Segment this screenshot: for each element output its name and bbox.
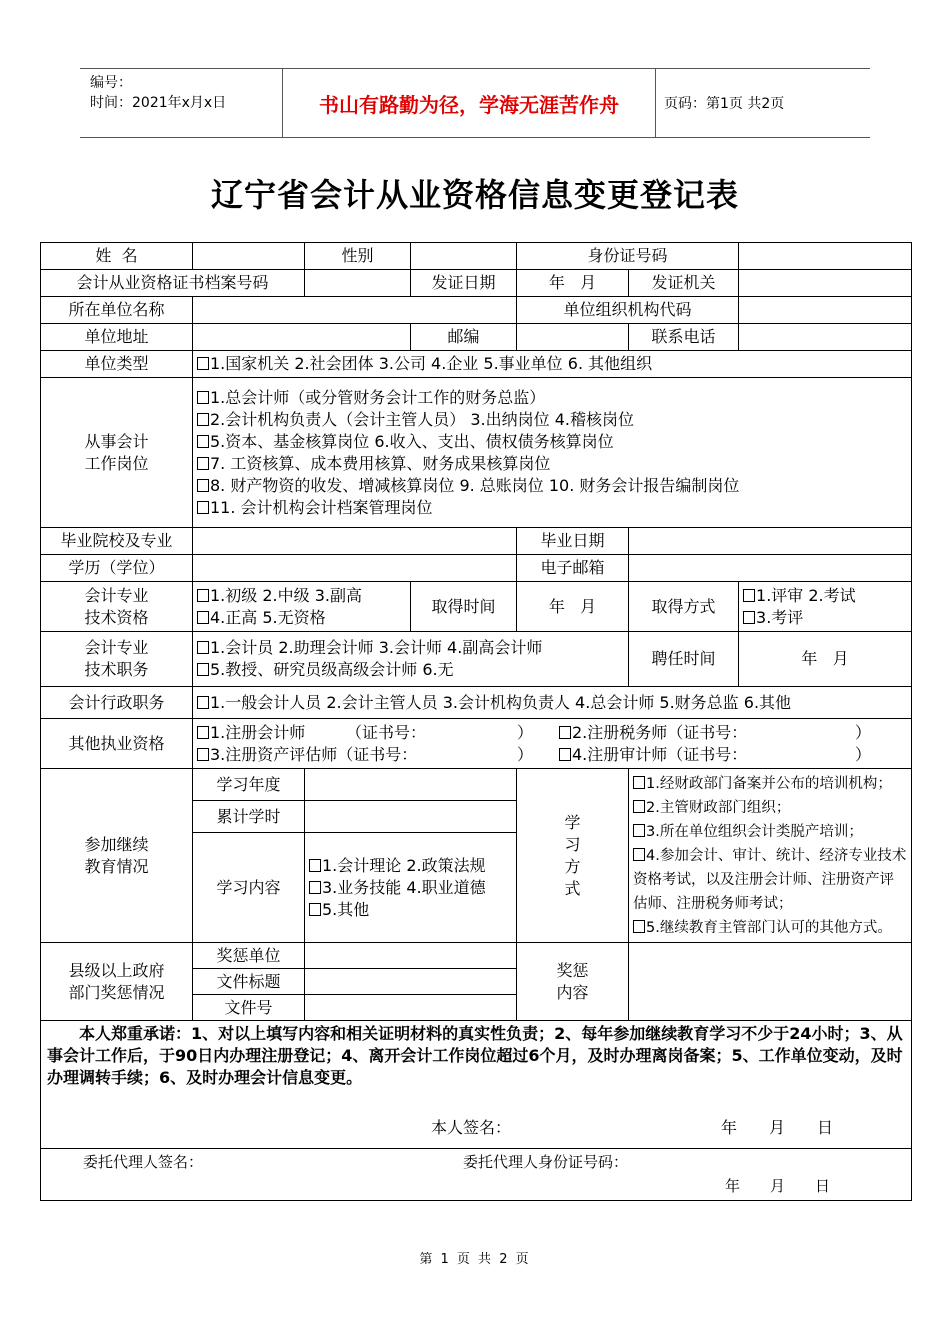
job-post-text: 1.总会计师（或分管财务会计工作的财务总监） [210, 387, 546, 407]
other-qual-text: 2.注册税务师（证书号： [572, 722, 748, 742]
doc-no-field[interactable] [305, 995, 517, 1021]
tech-qual-label [41, 582, 193, 632]
header-meta [80, 69, 282, 137]
job-post-options[interactable] [193, 378, 912, 528]
checkbox-icon[interactable] [197, 435, 209, 448]
issue-date-label: 发证日期 [411, 270, 517, 297]
admin-post-text: 1.一般会计人员 2.会计主管人员 3.会计机构负责人 4.总会计师 5.财务总监 6.其他 [210, 692, 792, 712]
number-label: 编号： [90, 75, 132, 91]
appoint-time-field[interactable]: 年 月 [739, 632, 912, 687]
study-way-char: 学 [564, 812, 581, 832]
checkbox-icon[interactable] [743, 611, 755, 624]
doc-no-label: 文件号 [193, 995, 305, 1021]
agent-signature-label: 委托代理人签名： [83, 1153, 204, 1171]
study-year-field[interactable] [305, 769, 517, 801]
other-qual-text: 1.注册会计师 （证书号： [210, 722, 426, 742]
other-qual-label: 其他执业资格 [41, 719, 193, 769]
cert-archive-label: 会计从业资格证书档案号码 [41, 270, 305, 297]
email-label: 电子邮箱 [517, 555, 629, 582]
education-label: 学历（学位） [41, 555, 193, 582]
award-label-line1: 县级以上政府 [68, 960, 165, 980]
checkbox-icon[interactable] [309, 881, 321, 894]
award-label [41, 943, 193, 1021]
study-way-label [517, 769, 629, 943]
study-way-text: 2.主管财政部门组织； [646, 799, 791, 816]
other-qual-options[interactable] [193, 719, 912, 769]
study-content-text: 5.其他 [322, 899, 370, 919]
admin-post-options[interactable] [193, 687, 912, 719]
pledge-section [41, 1021, 912, 1149]
email-field[interactable] [629, 555, 912, 582]
grad-date-field[interactable] [629, 528, 912, 555]
other-qual-close: ） [517, 722, 534, 742]
checkbox-icon[interactable] [197, 696, 209, 709]
job-post-text: 8. 财产物资的收发、增减核算岗位 9. 总账岗位 10. 财务会计报告编制岗位 [210, 475, 740, 495]
total-hours-field[interactable] [305, 801, 517, 833]
job-post-label [41, 378, 193, 528]
job-post-text: 11. 会计机构会计档案管理岗位 [210, 497, 433, 517]
obtain-time-label: 取得时间 [411, 582, 517, 632]
checkbox-icon[interactable] [197, 413, 209, 426]
tech-title-text: 1.会计员 2.助理会计师 3.会计师 4.副高会计师 [210, 638, 543, 657]
document-title: 辽宁省会计从业资格信息变更登记表 [210, 176, 739, 214]
school-label: 毕业院校及专业 [41, 528, 193, 555]
checkbox-icon[interactable] [559, 748, 571, 761]
education-field[interactable] [193, 555, 517, 582]
award-label-line2: 部门奖惩情况 [68, 982, 165, 1002]
unit-address-label: 单位地址 [41, 324, 193, 351]
job-post-option[interactable] [197, 431, 907, 453]
checkbox-icon[interactable] [633, 776, 645, 789]
grad-date-label: 毕业日期 [517, 528, 629, 555]
award-content-field[interactable] [629, 943, 912, 1021]
checkbox-icon[interactable] [197, 357, 209, 370]
header-motto: 书山有路勤为径，学海无涯苦作舟 [282, 69, 656, 137]
award-unit-label: 奖惩单位 [193, 943, 305, 969]
checkbox-icon[interactable] [633, 824, 645, 837]
pledge-date[interactable]: 年 月 日 [721, 1118, 834, 1137]
other-qual-text: 4.注册审计师（证书号： [572, 744, 748, 764]
checkbox-icon[interactable] [197, 663, 209, 676]
phone-label: 联系电话 [629, 324, 739, 351]
job-post-option[interactable] [197, 409, 907, 431]
page-header [80, 68, 870, 138]
unit-name-label: 所在单位名称 [41, 297, 193, 324]
other-qual-text: 3.注册资产评估师（证书号： [210, 744, 418, 764]
name-field[interactable] [193, 243, 305, 270]
checkbox-icon[interactable] [197, 641, 209, 654]
unit-address-field[interactable] [193, 324, 411, 351]
gender-field[interactable] [411, 243, 517, 270]
award-content-label [517, 943, 629, 1021]
checkbox-icon[interactable] [743, 589, 755, 602]
obtain-way-label: 取得方式 [629, 582, 739, 632]
tech-qual-text: 4.正高 5.无资格 [210, 607, 326, 627]
checkbox-icon[interactable] [633, 800, 645, 813]
tech-qual-options[interactable] [193, 582, 411, 632]
checkbox-icon[interactable] [309, 903, 321, 916]
job-post-option[interactable] [197, 497, 907, 519]
checkbox-icon[interactable] [197, 457, 209, 470]
tech-qual-label-line2: 技术资格 [84, 607, 149, 627]
cont-edu-label-line2: 教育情况 [84, 856, 149, 876]
admin-post-label: 会计行政职务 [41, 687, 193, 719]
tech-title-label-line1: 会计专业 [84, 638, 149, 657]
id-number-label: 身份证号码 [517, 243, 739, 270]
job-post-text: 7. 工资核算、成本费用核算、财务成果核算岗位 [210, 453, 551, 473]
issuer-field[interactable] [739, 270, 912, 297]
job-post-text: 5.资本、基金核算岗位 6.收入、支出、债权债务核算岗位 [210, 431, 614, 451]
unit-name-field[interactable] [193, 297, 517, 324]
gender-label: 性别 [305, 243, 411, 270]
unit-type-text: 1.国家机关 2.社会团体 3.公司 4.企业 5.事业单位 6. 其他组织 [210, 354, 653, 373]
name-label: 姓 名 [41, 243, 193, 270]
school-field[interactable] [193, 528, 517, 555]
study-content-text: 3.业务技能 4.职业道德 [322, 877, 486, 897]
award-unit-field[interactable] [305, 943, 517, 969]
job-post-text: 2.会计机构负责人（会计主管人员） 3.出纳岗位 4.稽核岗位 [210, 409, 634, 429]
issue-date-field[interactable]: 年 月 [517, 270, 629, 297]
time-label: 时间：2021年x月x日 [90, 95, 227, 111]
checkbox-icon[interactable] [197, 611, 209, 624]
agent-id-label: 委托代理人身份证号码： [463, 1153, 629, 1171]
unit-type-label: 单位类型 [41, 351, 193, 378]
tech-title-label [41, 632, 193, 687]
checkbox-icon[interactable] [197, 589, 209, 602]
study-way-text: 4.参加会计、审计、统计、经济专业技术资格考试，以及注册会计师、注册资产评估师、注册税务师考试； [633, 847, 907, 912]
study-year-label: 学习年度 [193, 769, 305, 801]
appoint-time-label: 聘任时间 [629, 632, 739, 687]
obtain-way-options[interactable] [739, 582, 912, 632]
award-content-label-line2: 内容 [556, 982, 589, 1002]
registration-form [40, 242, 912, 1201]
id-number-field[interactable] [739, 243, 912, 270]
obtain-way-text: 1.评审 2.考试 [756, 585, 856, 605]
checkbox-icon[interactable] [197, 479, 209, 492]
postcode-label: 邮编 [411, 324, 517, 351]
checkbox-icon[interactable] [633, 848, 645, 861]
agent-section [41, 1149, 912, 1201]
org-code-field[interactable] [739, 297, 912, 324]
page-footer: 第 1 页 共 2 页 [419, 1252, 531, 1267]
job-post-label-line2: 工作岗位 [84, 453, 149, 473]
other-qual-close: ） [517, 744, 534, 764]
issuer-label: 发证机关 [629, 270, 739, 297]
signature-label: 本人签名： [431, 1118, 512, 1137]
tech-title-options[interactable] [193, 632, 629, 687]
total-hours-label: 累计学时 [193, 801, 305, 833]
study-way-text: 1.经财政部门备案并公布的培训机构； [646, 775, 892, 792]
study-way-char: 方 [564, 856, 581, 876]
phone-field[interactable] [739, 324, 912, 351]
cont-edu-label [41, 769, 193, 943]
tech-qual-label-line1: 会计专业 [84, 585, 149, 605]
study-content-text: 1.会计理论 2.政策法规 [322, 855, 486, 875]
doc-title-field[interactable] [305, 969, 517, 995]
study-way-char: 式 [564, 878, 581, 898]
job-post-option[interactable] [197, 475, 907, 497]
checkbox-icon[interactable] [197, 726, 209, 739]
checkbox-icon[interactable] [559, 726, 571, 739]
cont-edu-label-line1: 参加继续 [84, 834, 149, 854]
cert-archive-field[interactable] [305, 270, 411, 297]
tech-qual-text: 1.初级 2.中级 3.副高 [210, 585, 362, 605]
tech-title-label-line2: 技术职务 [84, 660, 149, 679]
job-post-label-line1: 从事会计 [84, 431, 149, 451]
job-post-option[interactable] [197, 387, 907, 409]
postcode-field[interactable] [517, 324, 629, 351]
checkbox-icon[interactable] [633, 920, 645, 933]
tech-title-text: 5.教授、研究员级高级会计师 6.无 [210, 660, 454, 679]
study-way-options[interactable] [629, 769, 912, 943]
unit-type-options[interactable] [193, 351, 912, 378]
checkbox-icon[interactable] [197, 501, 209, 514]
doc-title-label: 文件标题 [193, 969, 305, 995]
study-way-text: 5.继续教育主管部门认可的其他方式。 [646, 919, 892, 936]
other-qual-close: ） [855, 744, 872, 764]
study-way-text: 3.所在单位组织会计类脱产培训； [646, 823, 863, 840]
study-content-label: 学习内容 [193, 833, 305, 943]
pledge-text: 本人郑重承诺：1、对以上填写内容和相关证明材料的真实性负责；2、每年参加继续教育学习不少于24小时；3、从事会计工作后，于90日内办理注册登记；4、离开会计工作岗位超过6个月，及时办理离岗备案；5、工作单位变动，及时办理调转手续；6、及时办理会计信息变更。 [47, 1024, 903, 1087]
page-number-label: 页码：第1页 共2页 [664, 96, 785, 112]
job-post-option[interactable] [197, 453, 907, 475]
obtain-time-field[interactable]: 年 月 [517, 582, 629, 632]
study-way-char: 习 [564, 834, 581, 854]
checkbox-icon[interactable] [309, 859, 321, 872]
other-qual-close: ） [855, 722, 872, 742]
study-content-options[interactable] [305, 833, 517, 943]
obtain-way-text: 3.考评 [756, 607, 804, 627]
checkbox-icon[interactable] [197, 391, 209, 404]
award-content-label-line1: 奖惩 [556, 960, 589, 980]
checkbox-icon[interactable] [197, 748, 209, 761]
agent-date[interactable]: 年 月 日 [725, 1177, 831, 1195]
org-code-label: 单位组织机构代码 [517, 297, 739, 324]
